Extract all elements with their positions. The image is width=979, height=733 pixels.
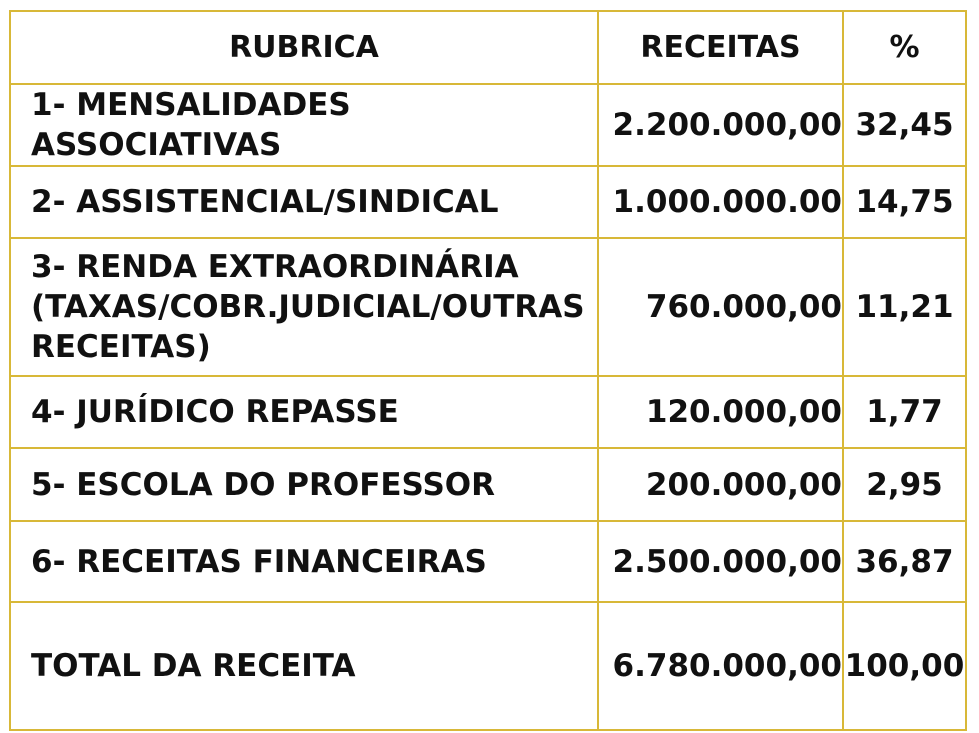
- rubrica-cell: 1- MENSALIDADES ASSOCIATIVAS: [10, 84, 598, 166]
- total-percent-cell: 100,00: [843, 602, 966, 730]
- header-receitas: RECEITAS: [598, 11, 843, 84]
- percent-cell: 2,95: [843, 448, 966, 521]
- header-percent: %: [843, 11, 966, 84]
- percent-cell: 36,87: [843, 521, 966, 602]
- table-row: [10, 448, 966, 521]
- revenue-table-container: [9, 10, 965, 726]
- receita-cell: 200.000,00: [598, 448, 843, 521]
- revenue-table: [9, 10, 967, 731]
- percent-cell: 32,45: [843, 84, 966, 166]
- total-receita-cell: 6.780.000,00: [598, 602, 843, 730]
- header-rubrica: RUBRICA: [10, 11, 598, 84]
- rubrica-cell: 6- RECEITAS FINANCEIRAS: [10, 521, 598, 602]
- table-total-row: [10, 602, 966, 730]
- percent-cell: 14,75: [843, 166, 966, 238]
- table-row: [10, 166, 966, 238]
- percent-cell: 1,77: [843, 376, 966, 448]
- rubrica-cell: 4- JURÍDICO REPASSE: [10, 376, 598, 448]
- rubrica-cell: 3- RENDA EXTRAORDINÁRIA (TAXAS/COBR.JUDICIAL/OUTRAS RECEITAS): [10, 238, 598, 376]
- rubrica-cell: 2- ASSISTENCIAL/SINDICAL: [10, 166, 598, 238]
- receita-cell: 1.000.000.00: [598, 166, 843, 238]
- receita-cell: 2.200.000,00: [598, 84, 843, 166]
- table-row: [10, 376, 966, 448]
- rubrica-cell: 5- ESCOLA DO PROFESSOR: [10, 448, 598, 521]
- receita-cell: 2.500.000,00: [598, 521, 843, 602]
- percent-cell: 11,21: [843, 238, 966, 376]
- receita-cell: 120.000,00: [598, 376, 843, 448]
- table-row: [10, 521, 966, 602]
- table-row: [10, 84, 966, 166]
- receita-cell: 760.000,00: [598, 238, 843, 376]
- table-header-row: [10, 11, 966, 84]
- total-label-cell: TOTAL DA RECEITA: [10, 602, 598, 730]
- table-row: [10, 238, 966, 376]
